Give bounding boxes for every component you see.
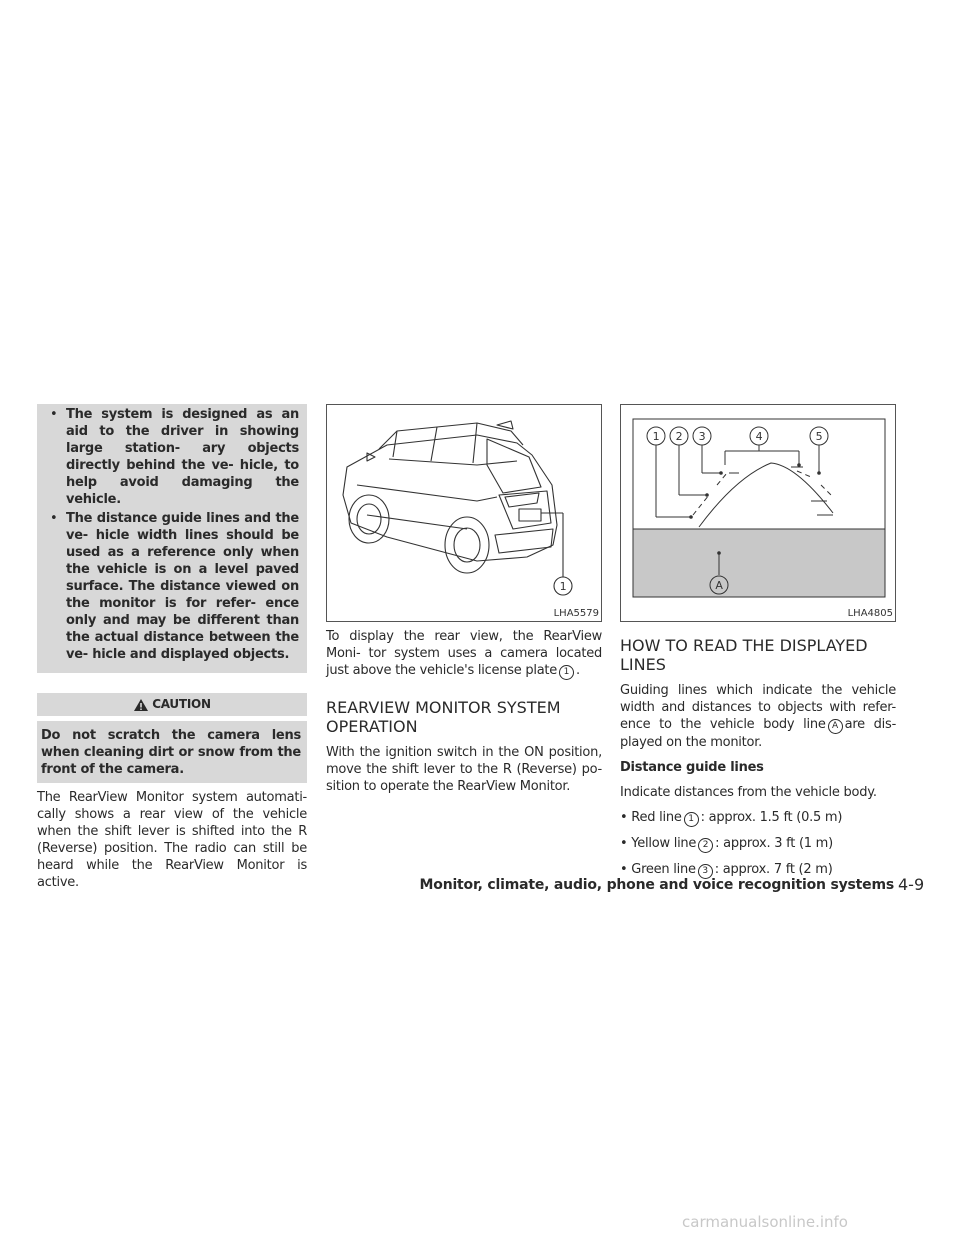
caution-title: CAUTION (152, 697, 211, 711)
body-paragraph: With the ignition switch in the ON position, move the shift lever to the R (Reverse) po- sition to operate the RearView Monitor. (326, 745, 602, 794)
warning-item: • The system is designed as an aid to the driver in showing large station- ary objects directly behind the ve- hicle, to help avoid damaging the vehicle. (50, 407, 299, 507)
callout-marker: 3 (698, 864, 713, 879)
figure-callout: 1 (652, 430, 660, 443)
figure-callout: 1 (559, 580, 567, 593)
bullet: • (50, 407, 58, 422)
body-paragraph: Guiding lines which indicate the vehicle width and distances to objects with refer- ence to the vehicle body line A are dis- played on the monitor. (620, 683, 897, 750)
bullet: • (50, 511, 58, 526)
figure-callout: 5 (815, 430, 823, 443)
vehicle-figure (326, 404, 602, 622)
guide-lines-diagram (621, 405, 896, 621)
figure-callout: 4 (755, 430, 763, 443)
figure-label: LHA4805 (847, 608, 893, 619)
warning-box (37, 404, 307, 673)
caution-icon (133, 698, 149, 712)
caution-text: Do not scratch the camera lens when cleaning dirt or snow from the front of the camera. (37, 721, 307, 783)
body-paragraph: The RearView Monitor system automati- cally shows a rear view of the vehicle when the shift lever is shifted into the R (Reverse) position. The radio can still be heard while the RearView Monitor is active. (37, 790, 307, 890)
guide-line-item: • Red line 1 : approx. 1.5 ft (0.5 m) (620, 810, 843, 825)
figure-callout: 3 (698, 430, 706, 443)
guide-lines-figure (620, 404, 896, 622)
warning-item: • The distance guide lines and the ve- hicle width lines should be used as a reference only when the vehicle is on a level paved surface. The distance viewed on the monitor is for refer- ence only and may be different than the actual distance between the ve- hicle and displayed objects. (50, 511, 299, 662)
middle-column (326, 404, 602, 795)
callout-marker: 2 (698, 838, 713, 853)
left-column (37, 404, 307, 891)
right-column (620, 404, 896, 879)
footer-section-title: Monitor, climate, audio, phone and voice recognition systems (419, 877, 894, 893)
figure-label: LHA5579 (553, 608, 599, 619)
section-heading: HOW TO READ THE DISPLAYED LINES (620, 636, 868, 674)
page-number: 4-9 (898, 875, 925, 894)
body-paragraph: To display the rear view, the RearView Moni- tor system uses a camera located just above the vehicle's license plate 1 . (326, 629, 602, 678)
guide-line-item: • Green line 3 : approx. 7 ft (2 m) (620, 862, 833, 877)
figure-callout: A (715, 579, 723, 592)
callout-marker: 1 (684, 812, 699, 827)
subheading: Distance guide lines (620, 760, 764, 775)
callout-marker: 1 (559, 665, 574, 680)
guide-line-item: • Yellow line 2 : approx. 3 ft (1 m) (620, 836, 833, 851)
body-paragraph: Indicate distances from the vehicle body. (620, 785, 877, 800)
figure-callout: 2 (675, 430, 683, 443)
callout-marker: A (828, 719, 843, 734)
watermark: carmanualsonline.info (682, 1213, 848, 1231)
caution-header (37, 693, 307, 716)
vehicle-illustration (327, 405, 602, 621)
section-heading: REARVIEW MONITOR SYSTEM OPERATION (326, 698, 561, 736)
